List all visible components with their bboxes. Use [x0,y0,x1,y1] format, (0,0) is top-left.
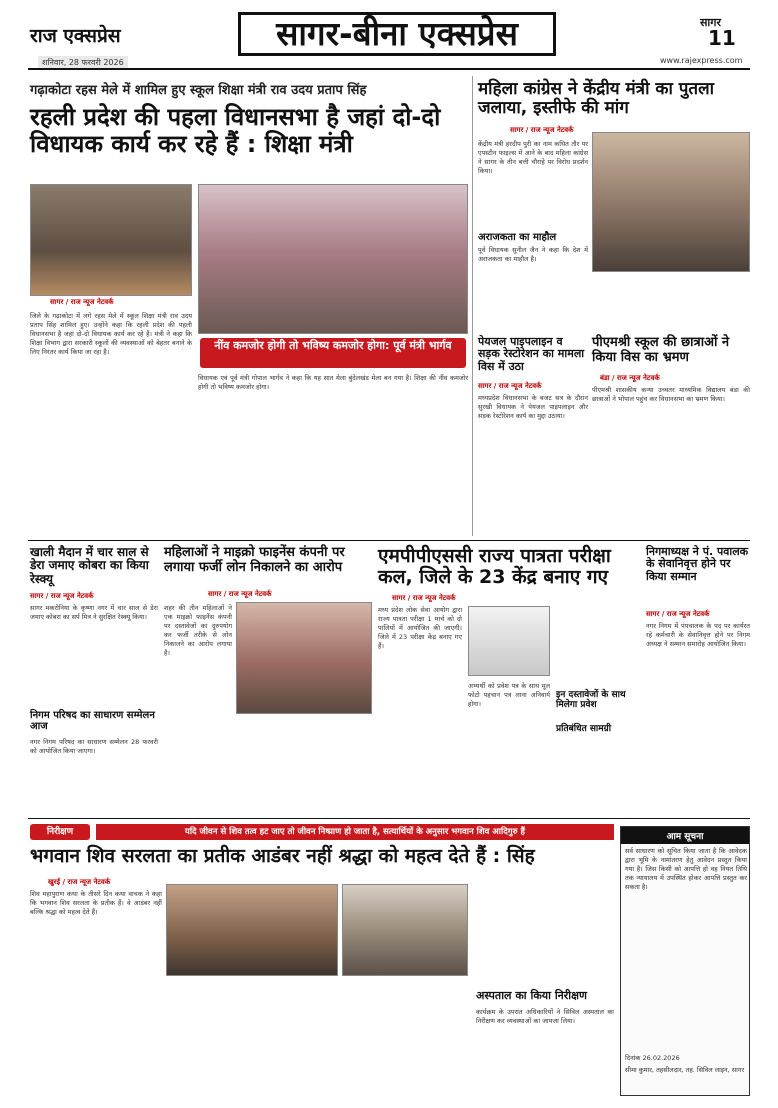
pmshri-headline: पीएमश्री स्कूल की छात्राओं ने किया विस का भ्रमण [592,335,730,365]
header-rule [28,68,750,70]
protest-body: केंद्रीय मंत्री हरदीप पुरी का नाम कथित तौर पर एपस्टीन फाइल्स में आने के बाद महिला कांग्रेस ने सागर के तीन बत्ती चौराहे पर विरोध प्रदर्शन किया। [478,140,588,175]
hospital-body: कार्यक्रम के उपरांत अधिकारियों ने सिविल अस्पताल का निरीक्षण कर व्यवस्थाओं का जायजा लिया। [476,1008,614,1025]
pmshri-body: पीएमश्री शासकीय कन्या उच्चतर माध्यमिक विद्यालय बंडा की छात्राओं ने भोपाल पहुंच कर विधानसभा का भ्रमण किया। [592,386,750,403]
page-number: 11 [708,26,736,50]
finance-headline: महिलाओं ने माइक्रो फाइनेंस कंपनी पर लगाया फर्जी लोन निकालने का आरोप [164,545,345,575]
lead-photo-2 [198,184,468,334]
finance-photo [236,602,372,714]
edition-city: सागर [700,16,721,29]
hospital-headline: अस्पताल का किया निरीक्षण [476,989,587,1002]
mid-rule [28,540,750,541]
shiva-body: शिव महापुराण कथा के तीसरे दिन कथा वाचक ने कहा कि भगवान शिव सरलता के प्रतीक हैं। वे आडंबर नहीं बल्कि श्रद्धा को महत्व देते हैं। [30,890,162,916]
mppsc-byline: सागर / राज न्यूज नेटवर्क [392,594,456,602]
notice-date: दिनांक 26.02.2026 [625,1054,680,1062]
mppsc-sub-body: अभ्यर्थी को प्रवेश पत्र के साथ मूल फोटो पहचान पत्र लाना अनिवार्य होगा। [468,682,550,708]
notice-footer: सीमा कुमार, तहसीलदार, तह. सिविल लाइन, सागर [625,1066,745,1074]
shiva-headline: भगवान शिव सरलता का प्रतीक आडंबर नहीं श्रद्धा को महत्व देते हैं : सिंह [30,845,535,867]
public-notice-box [620,826,750,1096]
protest-photo [592,132,750,272]
pipeline-byline: सागर / राज न्यूज नेटवर्क [478,382,542,390]
column-divider [472,76,473,536]
masthead-brand: राज एक्सप्रेस [30,25,121,47]
mppsc-body: मध्य प्रदेश लोक सेवा आयोग द्वारा राज्य पात्रता परीक्षा 1 मार्च को दो पालियों में आयोजित की जाएगी। जिले में 23 परीक्षा केंद्र बनाए गए हैं। [378,606,462,650]
shiva-photo-1 [166,884,338,976]
nigam-headline: निगमाध्यक्ष ने पं. पवालक के सेवानिवृत्त होने पर किया सम्मान [646,545,749,583]
pipeline-body: मध्यप्रदेश विधानसभा के बजट सत्र के दौरान सुरखी विधायक ने पेयजल पाइपलाइन और सड़क रेस्टोरेशन कार्य का मुद्दा उठाया। [478,394,588,420]
cobra-headline: खाली मैदान में चार साल से डेरा जमाए कोबरा का किया रेस्क्यू [30,545,149,586]
protest-sub-body: पूर्व विधायक सुनील जैन ने कहा कि देश में अराजकता का माहौल है। [478,246,588,263]
lead-headline: रहली प्रदेश की पहला विधानसभा है जहां दो-दो विधायक कार्य कर रहे हैं : शिक्षा मंत्री [30,103,441,158]
mppsc-photo [468,606,550,676]
protest-headline: महिला कांग्रेस ने केंद्रीय मंत्री का पुतला जलाया, इस्तीफे की मांग [478,79,715,119]
protest-sub-headline: अराजकता का माहौल [478,232,557,243]
shiva-quote-banner: यदि जीवन से शिव तत्व हट जाए तो जीवन निष्प्राण हो जाता है, सत्यार्थियों के अनुसार भगवान शिव आदिगुरु हैं [96,824,614,840]
notice-body: सर्व साधारण को सूचित किया जाता है कि आवेदक द्वारा भूमि के नामांतरण हेतु आवेदन प्रस्तुत किया गया है। जिस किसी को आपत्ति हो वह नियत तिथि तक न्यायालय में उपस्थित होकर आपत्ति प्रस्तुत कर सकता है। [625,847,747,891]
council-body: नगर निगम परिषद का साधारण सम्मेलन 28 फरवरी को आयोजित किया जाएगा। [30,738,158,755]
finance-byline: सागर / राज न्यूज नेटवर्क [208,590,272,598]
protest-byline: सागर / राज न्यूज नेटवर्क [510,126,574,134]
pipeline-headline: पेयजल पाइपलाइन व सड़क रेस्टोरेशन का मामला विस में उठा [478,335,585,373]
notice-title: आम सूचना [621,827,749,844]
website-link[interactable]: www.rajexpress.com [660,56,743,65]
issue-date: शनिवार, 28 फरवरी 2026 [38,56,128,69]
pmshri-byline: बंडा / राज न्यूज नेटवर्क [600,374,660,382]
lead-sub-banner: नींव कमजोर होगी तो भविष्य कमजोर होगा: पूर्व मंत्री भार्गव [200,338,466,368]
shiva-byline: खुरई / राज न्यूज नेटवर्क [48,878,111,886]
mppsc-sub-headline-2: प्रतिबंधित सामग्री [556,724,612,734]
cobra-byline: सागर / राज न्यूज नेटवर्क [30,592,94,600]
bottom-rule [28,818,750,819]
nigam-body: नगर निगम में पंपचालक के पद पर कार्यरत रहे कर्मचारी के सेवानिवृत्त होने पर निगम अध्यक्ष ने सम्मान समारोह आयोजित किया। [646,622,750,648]
edition-title: सागर-बीना एक्सप्रेस [238,12,556,56]
mppsc-sub-headline: इन दस्तावेजों के साथ मिलेगा प्रवेश [556,690,626,711]
finance-body: शहर की तीन महिलाओं ने एक माइक्रो फाइनेंस कंपनी पर दस्तावेजों का दुरुपयोग कर फर्जी तरीके से लोन निकालने का आरोप लगाया है। [164,604,232,657]
lead-sub-body: विधायक एवं पूर्व मंत्री गोपाल भार्गव ने कहा कि यह सात मेला बुंदेलखंड मेला बन गया है। शिक्षा की नींव कमजोर होगी तो भविष्य कमजोर होगा। [198,374,468,391]
nigam-byline: सागर / राज न्यूज नेटवर्क [646,610,710,618]
council-headline: निगम परिषद का साधारण सम्मेलन आज [30,710,155,733]
mppsc-headline: एमपीपीएससी राज्य पात्रता परीक्षा कल, जिले के 23 केंद्र बनाए गए [378,545,611,589]
shiva-photo-2 [342,884,468,976]
cobra-body: सागर मकरोनिया के कृष्णा नगर में चार साल से डेरा जमाए कोबरा का सर्प मित्र ने सुरक्षित रेस्क्यू किया। [30,604,158,621]
lead-body-col1: जिले के गढ़ाकोटा में लगे रहस मेले में स्कूल शिक्षा मंत्री राव उदय प्रताप सिंह शामिल हुए। उन्होंने कहा कि रहली प्रदेश की पहली विधानसभा है जहां दो-दो विधायक कार्य कर रहे हैं। मंत्री ने कहा कि शिक्षा विभाग द्वारा सरकारी स्कूलों की व्यवस्थाओं को बेहतर बनाने के लिए निरंतर कार्य किया जा रहा है। [30,312,192,356]
inspection-label: निरीक्षण [30,824,90,840]
lead-byline: सागर / राज न्यूज नेटवर्क [50,298,114,306]
lead-photo-1 [30,184,192,296]
lead-kicker: गढ़ाकोटा रहस मेले में शामिल हुए स्कूल शिक्षा मंत्री राव उदय प्रताप सिंह [30,83,367,98]
